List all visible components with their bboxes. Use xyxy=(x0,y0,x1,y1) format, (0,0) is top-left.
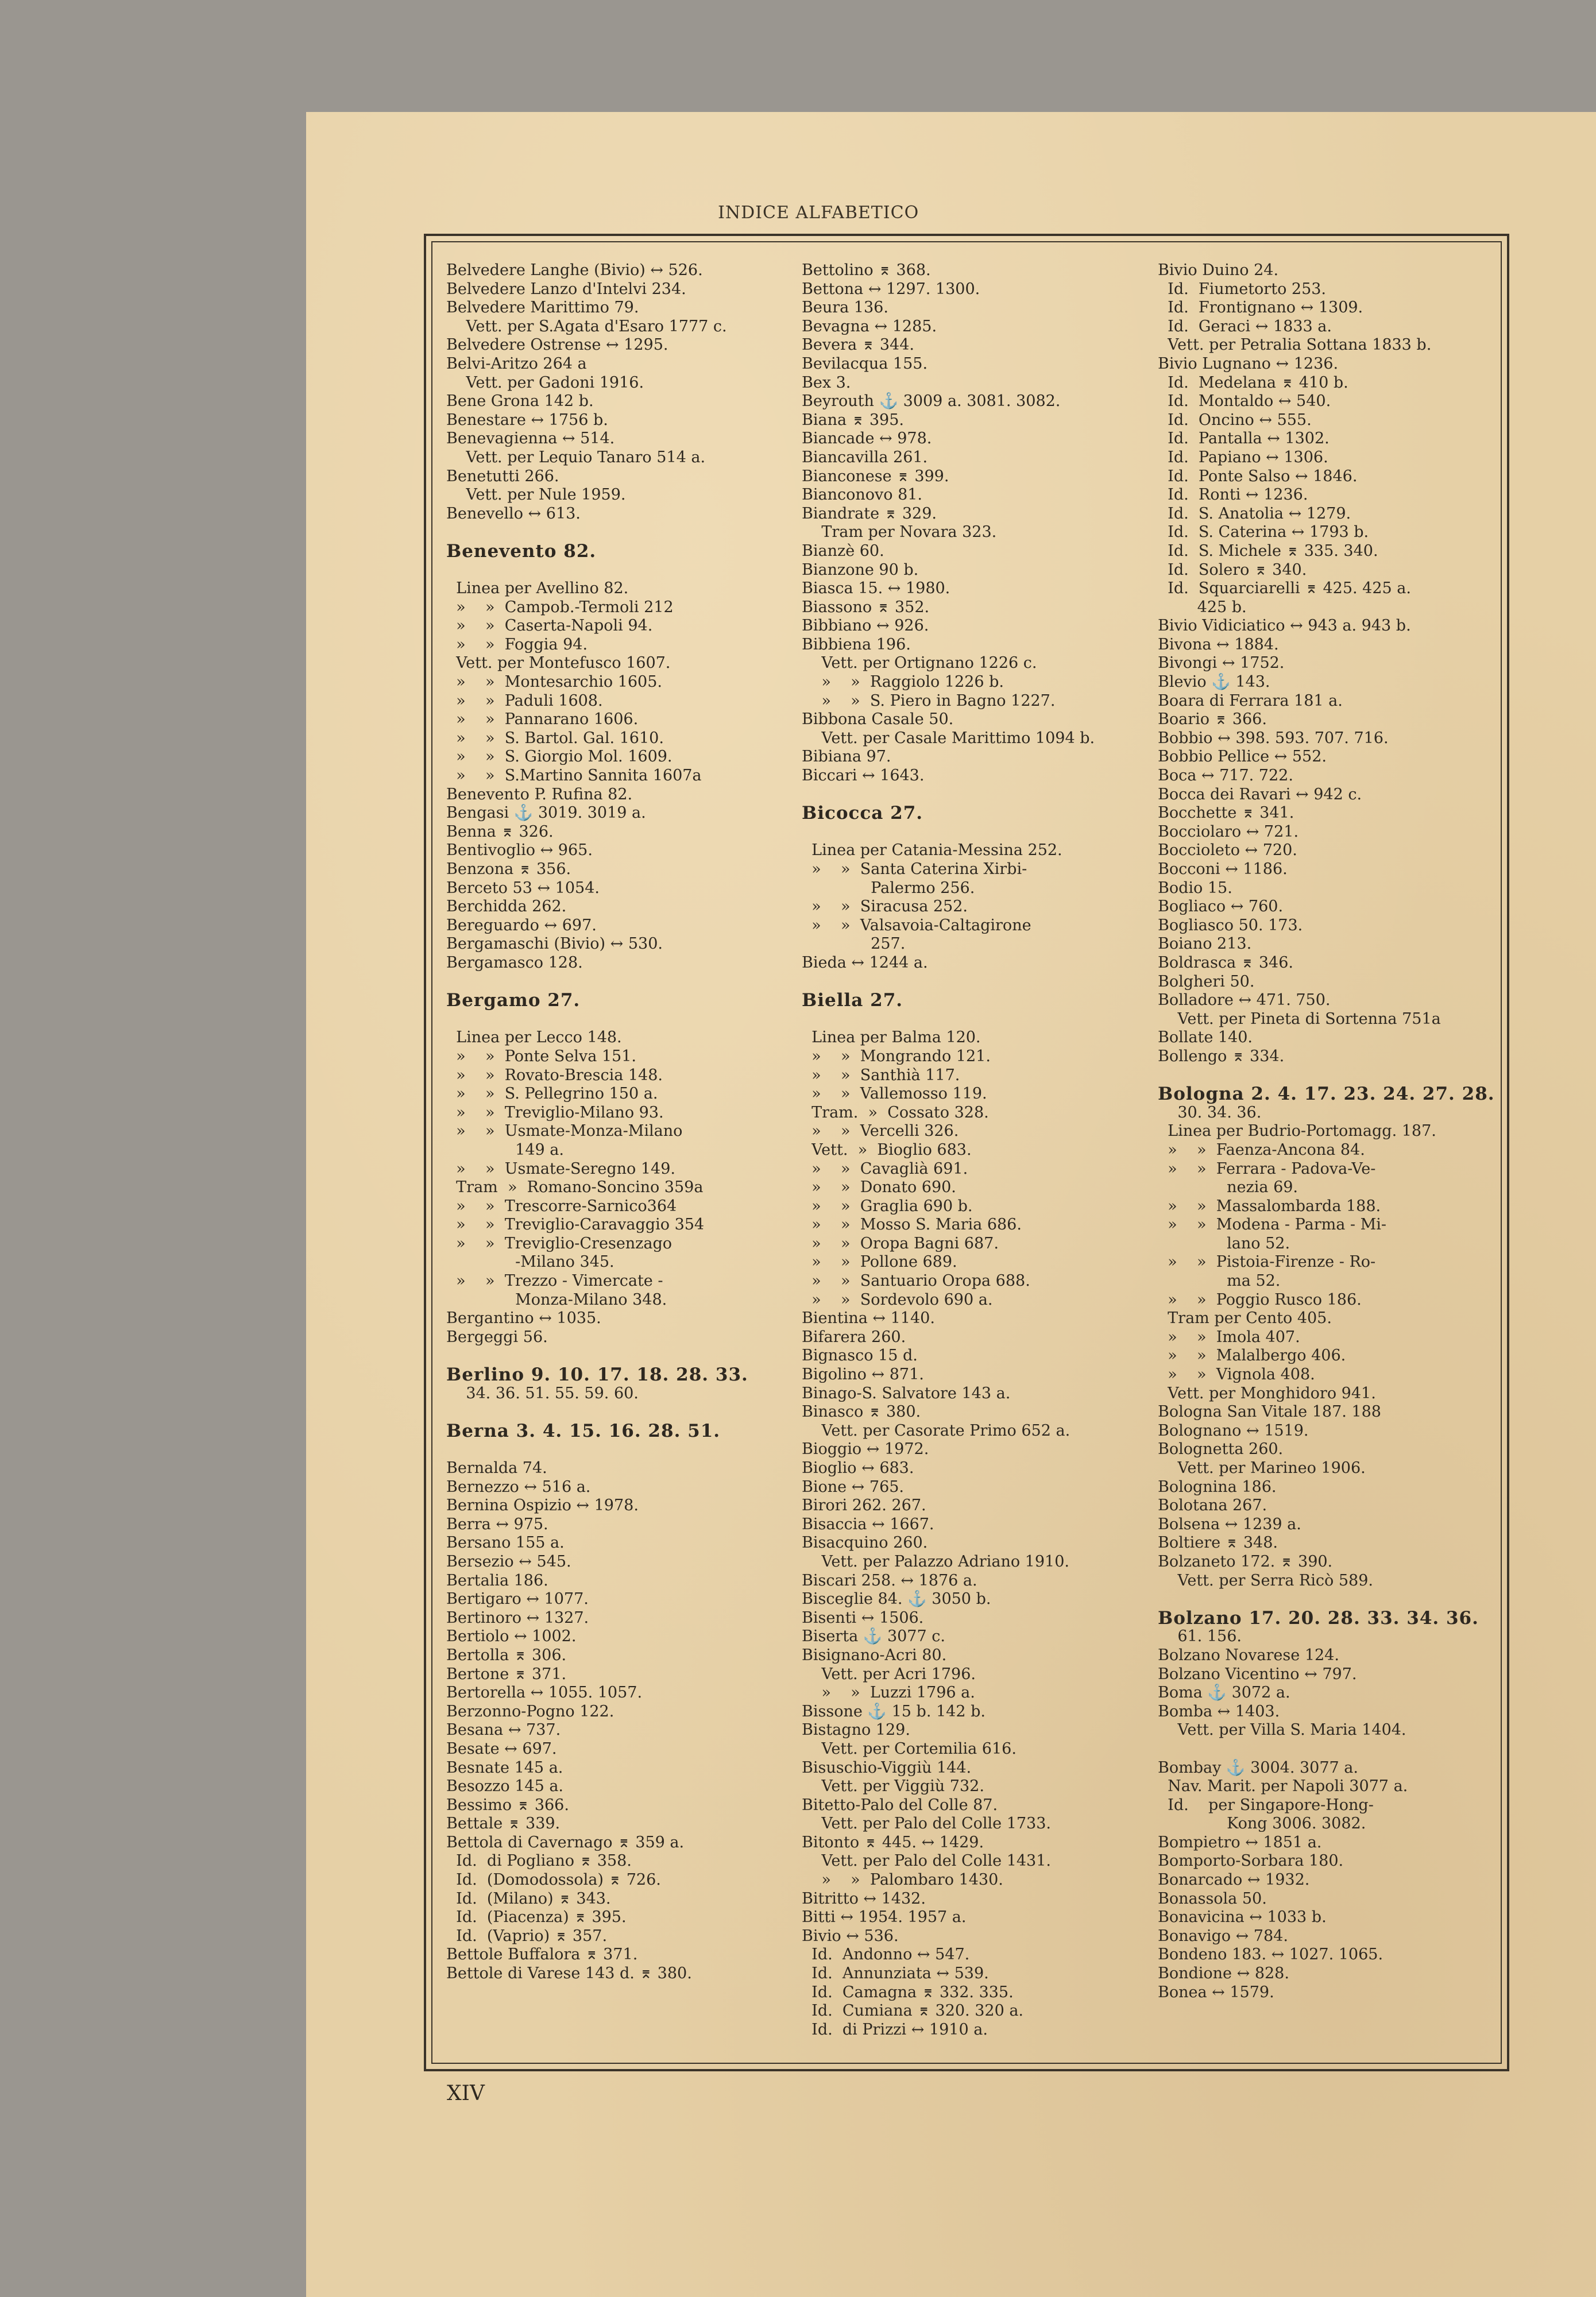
index-entry: Belvedere Marittimo 79. xyxy=(446,299,639,317)
index-entry: Bertiolo ↔ 1002. xyxy=(446,1627,577,1646)
index-entry: Belvedere Ostrense ↔ 1295. xyxy=(446,336,668,354)
index-entry: » » Caserta-Napoli 94. xyxy=(446,617,653,635)
index-entry: Benevagienna ↔ 514. xyxy=(446,430,615,448)
index-entry: Bolgheri 50. xyxy=(1158,972,1255,991)
index-entry: Bevera ⌆ 344. xyxy=(802,336,914,354)
index-entry: » » Raggiolo 1226 b. xyxy=(802,673,1004,691)
index-entry: Bettola di Cavernago ⌆ 359 a. xyxy=(446,1833,685,1851)
index-entry: nezia 69. xyxy=(1158,1178,1299,1197)
index-entry: Biana ⌆ 395. xyxy=(802,411,904,429)
index-entry xyxy=(446,523,785,542)
index-entry: Bianconese ⌆ 399. xyxy=(802,467,949,485)
index-entry: Bolotana 267. xyxy=(1158,1496,1267,1515)
index-entry: » » S.Martino Sannita 1607a xyxy=(446,767,702,785)
index-entry: Boca ↔ 717. 722. xyxy=(1158,767,1293,785)
index-entry: Bertalia 186. xyxy=(446,1571,548,1590)
index-entry: Boiano 213. xyxy=(1158,935,1252,953)
index-entry xyxy=(446,1010,785,1029)
index-entry xyxy=(802,1010,1141,1029)
index-entry: » » Mosso S. Maria 686. xyxy=(802,1216,1022,1234)
index-entry: Bione ↔ 765. xyxy=(802,1478,905,1496)
index-entry: Bergantino ↔ 1035. xyxy=(446,1309,601,1328)
index-entry: Monza-Milano 348. xyxy=(446,1290,667,1309)
index-entry: » » Ponte Selva 151. xyxy=(446,1047,636,1065)
index-entry: Kong 3006. 3082. xyxy=(1158,1815,1366,1833)
index-entry: Id. Annunziata ↔ 539. xyxy=(802,1965,989,1983)
index-entry: Bertinoro ↔ 1327. xyxy=(446,1608,589,1627)
index-entry: Benevello ↔ 613. xyxy=(446,504,581,523)
index-entry: Beura 136. xyxy=(802,299,888,317)
index-entry: Tram » Romano-Soncino 359a xyxy=(446,1178,704,1197)
index-entry: Bocca dei Ravari ↔ 942 c. xyxy=(1158,785,1362,803)
index-entry: Bivio Lugnano ↔ 1236. xyxy=(1158,354,1339,373)
index-entry: Bertorella ↔ 1055. 1057. xyxy=(446,1684,643,1702)
index-entry: Id. di Prizzi ↔ 1910 a. xyxy=(802,2020,988,2039)
index-entry xyxy=(446,1347,785,1366)
index-entry xyxy=(446,1440,785,1459)
index-entry: Id. Papiano ↔ 1306. xyxy=(1158,448,1328,466)
index-entry: Bologna 2. 4. 17. 23. 24. 27. 28. xyxy=(1158,1084,1495,1105)
index-entry: Bioggio ↔ 1972. xyxy=(802,1440,929,1459)
index-entry: Bertigaro ↔ 1077. xyxy=(446,1590,589,1608)
index-entry: » » Pannarano 1606. xyxy=(446,710,639,729)
index-entry: Berna 3. 4. 15. 16. 28. 51. xyxy=(446,1420,721,1441)
index-entry: Bitonto ⌆ 445. ↔ 1429. xyxy=(802,1833,984,1851)
index-entry: Linea per Lecco 148. xyxy=(446,1028,622,1047)
index-entry: Bettona ↔ 1297. 1300. xyxy=(802,280,980,298)
index-entry: » » Palombaro 1430. xyxy=(802,1871,1003,1889)
index-entry: Benetutti 266. xyxy=(446,467,559,485)
index-entry: Bianzè 60. xyxy=(802,542,884,560)
index-entry: Bisaccia ↔ 1667. xyxy=(802,1515,934,1533)
index-entry: Bernalda 74. xyxy=(446,1459,547,1477)
index-entry: Id. Pantalla ↔ 1302. xyxy=(1158,430,1330,448)
index-entry: » » Cavaglià 691. xyxy=(802,1159,968,1178)
index-entry: Bettale ⌆ 339. xyxy=(446,1815,561,1833)
index-entry: Id. Ronti ↔ 1236. xyxy=(1158,486,1308,504)
index-entry: Bergamaschi (Bivio) ↔ 530. xyxy=(446,935,663,953)
index-entry: Vett. per Lequio Tanaro 514 a. xyxy=(446,448,706,466)
index-entry: » » Poggio Rusco 186. xyxy=(1158,1290,1362,1309)
index-entry: » » Ferrara - Padova-Ve- xyxy=(1158,1159,1376,1178)
index-entry: Bistagno 129. xyxy=(802,1721,910,1739)
index-entry: Vett. » Bioglio 683. xyxy=(802,1140,972,1159)
index-entry: Id. Cumiana ⌆ 320. 320 a. xyxy=(802,2002,1024,2020)
index-entry: Bersezio ↔ 545. xyxy=(446,1552,571,1571)
index-entry: Bissone ⚓ 15 b. 142 b. xyxy=(802,1702,986,1720)
index-entry: Boma ⚓ 3072 a. xyxy=(1158,1684,1290,1702)
index-entry: Bex 3. xyxy=(802,373,851,392)
index-entry: Biccari ↔ 1643. xyxy=(802,767,925,785)
index-entry: Bivio ↔ 536. xyxy=(802,1927,899,1945)
index-entry: -Milano 345. xyxy=(446,1253,615,1271)
index-entry: Linea per Budrio-Portomagg. 187. xyxy=(1158,1122,1436,1140)
index-entry: » » Massalombarda 188. xyxy=(1158,1197,1381,1215)
index-entry: » » Usmate-Monza-Milano xyxy=(446,1122,683,1140)
index-entry: Id. (Piacenza) ⌆ 395. xyxy=(446,1908,627,1927)
index-entry: » » Vignola 408. xyxy=(1158,1366,1315,1384)
index-entry: Id. Oncino ↔ 555. xyxy=(1158,411,1312,429)
index-entry xyxy=(446,561,785,580)
index-entry: Benevento P. Rufina 82. xyxy=(446,785,633,803)
index-entry: » » Pistoia-Firenze - Ro- xyxy=(1158,1253,1376,1271)
index-entry: Biserta ⚓ 3077 c. xyxy=(802,1627,945,1646)
index-entry: » » Imola 407. xyxy=(1158,1328,1300,1346)
index-entry: Bioglio ↔ 683. xyxy=(802,1459,914,1477)
index-entry: Bombay ⚓ 3004. 3077 a. xyxy=(1158,1758,1358,1777)
index-entry: Bologna San Vitale 187. 188 xyxy=(1158,1403,1381,1421)
index-entry: » » Usmate-Seregno 149. xyxy=(446,1159,675,1178)
index-entry: Id. Solero ⌆ 340. xyxy=(1158,560,1307,579)
index-entry: Biassono ⌆ 352. xyxy=(802,598,930,616)
index-entry: Bettole di Varese 143 d. ⌆ 380. xyxy=(446,1965,692,1983)
index-entry: Bolzaneto 172. ⌆ 390. xyxy=(1158,1552,1333,1571)
index-entry: » » Treviglio-Milano 93. xyxy=(446,1103,664,1122)
index-entry xyxy=(446,973,785,992)
index-entry: Bolognetta 260. xyxy=(1158,1440,1284,1459)
index-entry: Vett. per Palazzo Adriano 1910. xyxy=(802,1552,1069,1571)
index-entry: 149 a. xyxy=(446,1140,564,1159)
index-entry: Boltiere ⌆ 348. xyxy=(1158,1534,1278,1552)
index-entry: 30. 34. 36. xyxy=(1158,1103,1262,1122)
index-entry: » » Foggia 94. xyxy=(446,635,588,653)
index-entry: Bereguardo ↔ 697. xyxy=(446,916,597,934)
index-entry: » » Santuario Oropa 688. xyxy=(802,1272,1030,1290)
index-entry: Bollate 140. xyxy=(1158,1028,1253,1047)
index-entry: » » Valsavoia-Caltagirone xyxy=(802,916,1031,934)
index-entry: Bergamasco 128. xyxy=(446,953,583,972)
index-entry: Bianzone 90 b. xyxy=(802,560,919,579)
index-entry: Bisceglie 84. ⚓ 3050 b. xyxy=(802,1590,991,1608)
index-entry: » » Malalbergo 406. xyxy=(1158,1347,1346,1365)
index-entry: Id. Geraci ↔ 1833 a. xyxy=(1158,317,1332,335)
index-entry: » » Donato 690. xyxy=(802,1178,956,1197)
index-entry: Id. Andonno ↔ 547. xyxy=(802,1946,970,1964)
index-entry: lano 52. xyxy=(1158,1234,1290,1252)
index-entry: Bentivoglio ↔ 965. xyxy=(446,841,593,860)
index-entry xyxy=(802,786,1141,805)
index-column-2 xyxy=(802,261,1141,2039)
index-entry: » » Vallemosso 119. xyxy=(802,1085,987,1103)
index-entry xyxy=(1158,1590,1497,1609)
index-entry: Belvi-Aritzo 264 a xyxy=(446,354,587,373)
index-entry: Berceto 53 ↔ 1054. xyxy=(446,879,600,897)
index-entry: Vett. per Serra Ricò 589. xyxy=(1158,1571,1373,1590)
index-entry: Binasco ⌆ 380. xyxy=(802,1403,921,1421)
index-entry xyxy=(1158,1740,1497,1759)
index-entry: Biancavilla 261. xyxy=(802,448,928,466)
index-entry: Bianconovo 81. xyxy=(802,486,923,504)
index-entry: Vett. per Nule 1959. xyxy=(446,486,626,504)
index-entry: Id. di Pogliano ⌆ 358. xyxy=(446,1852,632,1870)
index-entry: Bene Grona 142 b. xyxy=(446,392,594,411)
index-entry: 425 b. xyxy=(1158,598,1247,616)
index-entry: Bomporto-Sorbara 180. xyxy=(1158,1852,1344,1870)
index-entry: » » Mongrando 121. xyxy=(802,1047,991,1065)
index-entry: Bonassola 50. xyxy=(1158,1889,1267,1908)
index-entry: » » Pollone 689. xyxy=(802,1253,957,1271)
index-entry: Bivona ↔ 1884. xyxy=(1158,635,1279,653)
index-entry: Bieda ↔ 1244 a. xyxy=(802,953,928,972)
index-entry: Biscari 258. ↔ 1876 a. xyxy=(802,1571,977,1590)
index-entry: Bisuschio-Viggiù 144. xyxy=(802,1758,972,1777)
index-entry: » » Graglia 690 b. xyxy=(802,1197,973,1215)
index-entry: Bisacquino 260. xyxy=(802,1534,928,1552)
index-entry: Belvedere Langhe (Bivio) ↔ 526. xyxy=(446,261,703,279)
index-entry: Binago-S. Salvatore 143 a. xyxy=(802,1384,1011,1402)
index-entry: Bocconi ↔ 1186. xyxy=(1158,860,1288,878)
index-entry: Besnate 145 a. xyxy=(446,1758,563,1777)
index-entry: Besozzo 145 a. xyxy=(446,1777,564,1796)
index-entry: ma 52. xyxy=(1158,1272,1281,1290)
index-entry: » » Treviglio-Cresenzago xyxy=(446,1234,673,1252)
index-entry: » » S. Giorgio Mol. 1609. xyxy=(446,748,673,766)
index-entry: Vett. per Acri 1796. xyxy=(802,1665,976,1683)
index-entry: Bondione ↔ 828. xyxy=(1158,1965,1289,1983)
index-entry: Bessimo ⌆ 366. xyxy=(446,1796,569,1814)
index-entry: Tram. » Cossato 328. xyxy=(802,1103,989,1122)
index-entry: Id. (Vaprio) ⌆ 357. xyxy=(446,1927,608,1945)
index-entry: Bobbio ↔ 398. 593. 707. 716. xyxy=(1158,729,1389,747)
index-entry: Id. Fiumetorto 253. xyxy=(1158,280,1327,298)
index-entry xyxy=(802,973,1141,992)
index-entry: Bergamo 27. xyxy=(446,990,581,1011)
index-entry: Benzona ⌆ 356. xyxy=(446,860,571,878)
index-entry: Vett. per Monghidoro 941. xyxy=(1158,1384,1376,1402)
index-entry: Bisenti ↔ 1506. xyxy=(802,1608,924,1627)
index-entry: Vett. per Petralia Sottana 1833 b. xyxy=(1158,336,1432,354)
index-entry: Vett. per Marineo 1906. xyxy=(1158,1459,1366,1477)
index-entry: Besate ↔ 697. xyxy=(446,1739,557,1758)
index-entry xyxy=(802,823,1141,842)
index-entry: Bignasco 15 d. xyxy=(802,1347,918,1365)
index-column-1 xyxy=(446,261,785,1983)
index-entry: » » Paduli 1608. xyxy=(446,691,603,710)
index-entry: Beyrouth ⚓ 3009 a. 3081. 3082. xyxy=(802,392,1061,411)
index-entry: Bolognina 186. xyxy=(1158,1478,1277,1496)
index-entry: » » S. Bartol. Gal. 1610. xyxy=(446,729,664,747)
index-entry: Tram per Novara 323. xyxy=(802,523,997,542)
index-entry: » » Siracusa 252. xyxy=(802,898,968,916)
index-entry: Vett. per Montefusco 1607. xyxy=(446,654,671,672)
index-entry: Benna ⌆ 326. xyxy=(446,822,554,841)
index-entry: Bolzano Vicentino ↔ 797. xyxy=(1158,1665,1357,1683)
index-entry: Belvedere Lanzo d'Intelvi 234. xyxy=(446,280,686,298)
index-entry: » » S. Piero in Bagno 1227. xyxy=(802,691,1056,710)
index-entry: Bolsena ↔ 1239 a. xyxy=(1158,1515,1301,1533)
index-entry: » » Trezzo - Vimercate - xyxy=(446,1272,663,1290)
index-entry: Vett. per S.Agata d'Esaro 1777 c. xyxy=(446,317,727,335)
index-entry: Bergeggi 56. xyxy=(446,1328,548,1346)
index-entry: Id. (Milano) ⌆ 343. xyxy=(446,1889,611,1908)
page-header: INDICE ALFABETICO xyxy=(718,203,919,223)
index-entry: » » Trescorre-Sarnico364 xyxy=(446,1197,677,1215)
index-entry: Linea per Catania-Messina 252. xyxy=(802,841,1062,860)
index-entry: » » Rovato-Brescia 148. xyxy=(446,1066,663,1084)
index-entry: Bodio 15. xyxy=(1158,879,1232,897)
index-entry: Linea per Avellino 82. xyxy=(446,579,629,598)
index-entry: Linea per Balma 120. xyxy=(802,1028,981,1047)
index-entry: Vett. per Casorate Primo 652 a. xyxy=(802,1421,1071,1440)
index-entry: » » Luzzi 1796 a. xyxy=(802,1684,975,1702)
index-entry: Id. per Singapore-Hong- xyxy=(1158,1796,1374,1814)
index-entry: Besana ↔ 737. xyxy=(446,1721,561,1739)
index-entry: Vett. per Villa S. Maria 1404. xyxy=(1158,1721,1406,1739)
index-entry: Bettole Buffalora ⌆ 371. xyxy=(446,1946,638,1964)
index-entry: Boario ⌆ 366. xyxy=(1158,710,1267,729)
index-entry: Bettolino ⌆ 368. xyxy=(802,261,931,279)
index-entry: Id. Ponte Salso ↔ 1846. xyxy=(1158,467,1358,485)
index-entry: Blevio ⚓ 143. xyxy=(1158,673,1270,691)
index-entry: Bigolino ↔ 871. xyxy=(802,1366,924,1384)
index-entry: » » Oropa Bagni 687. xyxy=(802,1234,999,1252)
index-entry: Bivio Vidiciatico ↔ 943 a. 943 b. xyxy=(1158,617,1411,635)
index-entry: Bertone ⌆ 371. xyxy=(446,1665,567,1683)
index-entry: Bientina ↔ 1140. xyxy=(802,1309,935,1328)
index-entry: 257. xyxy=(802,935,906,953)
index-entry: Id. S. Anatolia ↔ 1279. xyxy=(1158,504,1351,523)
index-entry: Berzonno-Pogno 122. xyxy=(446,1702,615,1720)
index-entry: Bernezzo ↔ 516 a. xyxy=(446,1478,591,1496)
index-entry: Bevilacqua 155. xyxy=(802,354,928,373)
index-entry: Id. Medelana ⌆ 410 b. xyxy=(1158,373,1348,392)
index-entry: Bolzano Novarese 124. xyxy=(1158,1646,1339,1664)
index-entry: » » Santhià 117. xyxy=(802,1066,960,1084)
index-entry: Id. S. Michele ⌆ 335. 340. xyxy=(1158,542,1378,560)
index-entry: Bersano 155 a. xyxy=(446,1534,565,1552)
index-entry: Bocciolaro ↔ 721. xyxy=(1158,822,1299,841)
index-entry: Bollengo ⌆ 334. xyxy=(1158,1047,1285,1065)
index-entry: » » Santa Caterina Xirbi- xyxy=(802,860,1027,878)
index-entry: » » S. Pellegrino 150 a. xyxy=(446,1085,658,1103)
index-entry: Vett. per Ortignano 1226 c. xyxy=(802,654,1037,672)
index-entry: Birori 262. 267. xyxy=(802,1496,926,1515)
index-entry: Bivongi ↔ 1752. xyxy=(1158,654,1285,672)
index-entry: Id. S. Caterina ↔ 1793 b. xyxy=(1158,523,1369,542)
index-entry: Bobbio Pellice ↔ 552. xyxy=(1158,748,1327,766)
index-entry: Vett. per Casale Marittimo 1094 b. xyxy=(802,729,1095,747)
index-entry: Bengasi ⚓ 3019. 3019 a. xyxy=(446,804,646,822)
index-entry: Biasca 15. ↔ 1980. xyxy=(802,579,950,598)
index-entry: Id. (Domodossola) ⌆ 726. xyxy=(446,1871,661,1889)
index-entry: 61. 156. xyxy=(1158,1627,1242,1646)
index-entry: » » Modena - Parma - Mi- xyxy=(1158,1216,1386,1234)
index-entry: Bitritto ↔ 1432. xyxy=(802,1889,926,1908)
index-entry: Vett. per Pineta di Sortenna 751a xyxy=(1158,1010,1441,1028)
index-entry: Id. Camagna ⌆ 332. 335. xyxy=(802,1983,1014,2001)
index-entry: Vett. per Palo del Colle 1431. xyxy=(802,1852,1051,1870)
index-entry: Bibbiena 196. xyxy=(802,635,911,653)
index-entry: Boara di Ferrara 181 a. xyxy=(1158,691,1343,710)
index-entry: Biandrate ⌆ 329. xyxy=(802,504,937,523)
index-entry: » » Campob.-Termoli 212 xyxy=(446,598,674,616)
index-entry: Benevento 82. xyxy=(446,540,597,562)
index-entry: Bonavicina ↔ 1033 b. xyxy=(1158,1908,1327,1927)
index-entry: Bompietro ↔ 1851 a. xyxy=(1158,1833,1322,1851)
index-entry: Bisignano-Acri 80. xyxy=(802,1646,947,1664)
index-entry: Id. Frontignano ↔ 1309. xyxy=(1158,299,1363,317)
index-entry: Bitti ↔ 1954. 1957 a. xyxy=(802,1908,967,1927)
index-entry: Bocchette ⌆ 341. xyxy=(1158,804,1294,822)
index-entry: Bolladore ↔ 471. 750. xyxy=(1158,991,1331,1010)
index-entry: Bolognano ↔ 1519. xyxy=(1158,1421,1309,1440)
index-entry: » » Montesarchio 1605. xyxy=(446,673,662,691)
index-entry: » » Sordevolo 690 a. xyxy=(802,1290,993,1309)
index-entry: Bondeno 183. ↔ 1027. 1065. xyxy=(1158,1946,1384,1964)
index-entry: » » Faenza-Ancona 84. xyxy=(1158,1140,1365,1159)
index-entry: Bonea ↔ 1579. xyxy=(1158,1983,1274,2001)
index-entry: » » Treviglio-Caravaggio 354 xyxy=(446,1216,705,1234)
index-entry: Bivio Duino 24. xyxy=(1158,261,1279,279)
index-entry: Boccioleto ↔ 720. xyxy=(1158,841,1297,860)
index-entry: Bicocca 27. xyxy=(802,803,923,824)
index-entry: Bogliaco ↔ 760. xyxy=(1158,898,1284,916)
index-entry: Biancade ↔ 978. xyxy=(802,430,932,448)
index-entry: Bitetto-Palo del Colle 87. xyxy=(802,1796,998,1814)
index-entry: Bogliasco 50. 173. xyxy=(1158,916,1303,934)
page-number: XIV xyxy=(447,2082,485,2105)
index-entry: Bonarcado ↔ 1932. xyxy=(1158,1871,1310,1889)
index-entry: Berchidda 262. xyxy=(446,898,567,916)
index-entry: Bomba ↔ 1403. xyxy=(1158,1702,1280,1720)
index-entry: Vett. per Viggiù 732. xyxy=(802,1777,984,1796)
index-entry xyxy=(446,1403,785,1422)
index-column-3 xyxy=(1158,261,1497,2002)
index-entry: Palermo 256. xyxy=(802,879,975,897)
index-entry: Bolzano 17. 20. 28. 33. 34. 36. xyxy=(1158,1607,1479,1629)
index-entry: Vett. per Gadoni 1916. xyxy=(446,373,644,392)
index-entry: Bernina Ospizio ↔ 1978. xyxy=(446,1496,639,1515)
index-entry: Vett. per Palo del Colle 1733. xyxy=(802,1815,1051,1833)
index-entry: Nav. Marit. per Napoli 3077 a. xyxy=(1158,1777,1408,1796)
index-entry: Bibbiano ↔ 926. xyxy=(802,617,929,635)
index-entry: Bonavigo ↔ 784. xyxy=(1158,1927,1288,1945)
index-entry: » » Vercelli 326. xyxy=(802,1122,959,1140)
index-entry: Bibbona Casale 50. xyxy=(802,710,954,729)
index-entry: 34. 36. 51. 55. 59. 60. xyxy=(446,1384,639,1402)
index-entry: Biella 27. xyxy=(802,990,903,1011)
index-entry: Id. Montaldo ↔ 540. xyxy=(1158,392,1331,411)
index-entry: Bifarera 260. xyxy=(802,1328,906,1346)
index-entry: Vett. per Cortemilia 616. xyxy=(802,1739,1017,1758)
index-entry: Tram per Cento 405. xyxy=(1158,1309,1332,1328)
index-entry xyxy=(1158,1066,1497,1085)
index-entry: Boldrasca ⌆ 346. xyxy=(1158,953,1293,972)
index-entry: Bibiana 97. xyxy=(802,748,891,766)
index-entry: Bevagna ↔ 1285. xyxy=(802,317,937,335)
index-entry: Berra ↔ 975. xyxy=(446,1515,548,1533)
index-entry: Id. Squarciarelli ⌆ 425. 425 a. xyxy=(1158,579,1411,598)
index-entry: Berlino 9. 10. 17. 18. 28. 33. xyxy=(446,1364,748,1386)
index-entry: Bertolla ⌆ 306. xyxy=(446,1646,567,1664)
index-entry: Benestare ↔ 1756 b. xyxy=(446,411,608,429)
